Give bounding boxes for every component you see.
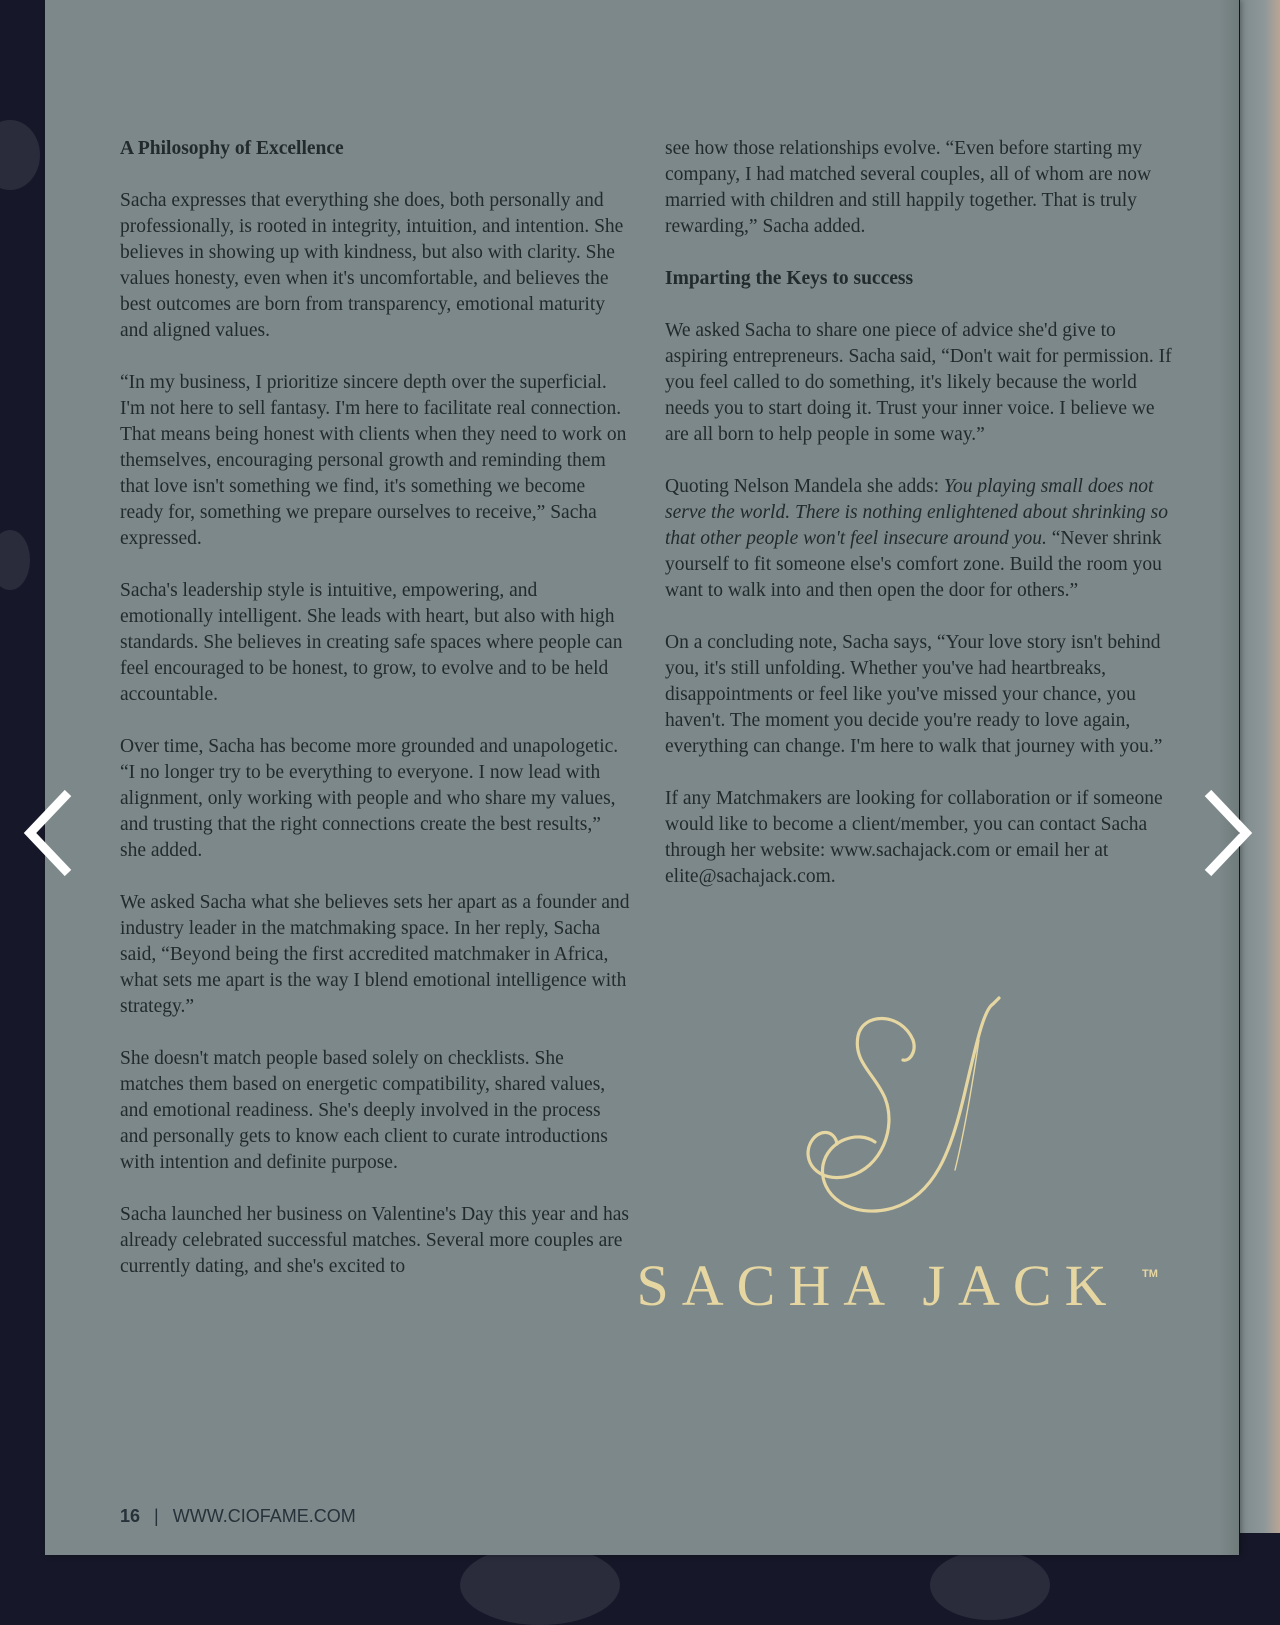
article-paragraph: We asked Sacha to share one piece of advice she'd give to aspiring entrepreneurs. Sacha said, “Don't wait for permission. If you feel called to do something, it's likely because the world needs you to start doing it. Trust your inner voice. I believe we are all born to help people in some way.” <box>665 320 1172 445</box>
page-footer <box>120 1506 356 1527</box>
background-shape <box>0 120 40 190</box>
chevron-left-icon <box>20 785 80 881</box>
page-number: 16 <box>120 1506 141 1526</box>
article-paragraph: If any Matchmakers are looking for collaboration or if someone would like to become a client/member, you can contact Sacha through her website: www.sachajack.com or email her at elite@sachajack.com. <box>665 788 1163 887</box>
article-left-column <box>120 136 630 1306</box>
next-page-button[interactable] <box>1196 785 1256 881</box>
mandela-quote: You playing small does not serve the world. There is nothing enlightened about shrinking so that other people won't feel insecure around you. <box>665 476 1168 549</box>
mandela-tail-text: “Never shrink yourself to fit someone else's comfort zone. Build the room you want to walk into and then open the door for others.” <box>665 528 1162 601</box>
article-paragraph: Sacha launched her business on Valentine's Day this year and has already celebrated successful matches. Several more couples are currently dating, and she's excited to <box>120 1204 629 1277</box>
article-paragraph: Over time, Sacha has become more grounded and unapologetic. “I no longer try to be everything to everyone. I now lead with alignment, only working with people and who share my values, and trusting that the right connections create the best results,” she added. <box>120 736 619 861</box>
article-paragraph: “In my business, I prioritize sincere depth over the superficial. I'm not here to sell fantasy. I'm here to facilitate real connection. That means being honest with clients when they need to work on themselves, encouraging personal growth and reminding them that love isn't something we find, it's something we become ready for, something we prepare ourselves to receive,” Sacha expressed. <box>120 372 627 549</box>
footer-separator: | <box>154 1506 159 1526</box>
trademark-symbol: TM <box>1142 1268 1158 1280</box>
article-paragraph <box>665 474 1175 604</box>
article-right-column <box>665 136 1175 916</box>
article-paragraph: Sacha expresses that everything she does, both personally and professionally, is rooted in integrity, intuition, and intention. She believes in showing up with kindness, but also with clarity. She values honesty, even when it's uncomfortable, and believes the best outcomes are born from transparency, emotional maturity and aligned values. <box>120 190 624 341</box>
background-shape <box>0 530 30 590</box>
previous-page-button[interactable] <box>20 785 80 881</box>
article-paragraph: She doesn't match people based solely on checklists. She matches them based on energetic compatibility, shared values, and emotional readiness. She's deeply involved in the process and personally gets to know each client to curate introductions with intention and definite purpose. <box>120 1048 608 1173</box>
logo-wordmark: SACHA JACK <box>636 1253 1120 1318</box>
sj-monogram <box>613 990 1153 1250</box>
article-paragraph: Sacha's leadership style is intuitive, empowering, and emotionally intelligent. She leads with heart, but also with high standards. She believes in creating safe spaces where people can feel encouraged to be honest, to grow, to evolve and to be held accountable. <box>120 580 623 705</box>
article-paragraph: On a concluding note, Sacha says, “Your love story isn't behind you, it's still unfolding. Whether you've had heartbreaks, disappointments or feel like you've missed your chance, you haven't. The moment you decide you're ready to love again, everything can change. I'm here to walk that journey with you.” <box>665 632 1163 757</box>
background-shape <box>460 1545 620 1625</box>
background-shape <box>930 1550 1050 1620</box>
footer-website: WWW.CIOFAME.COM <box>172 1506 356 1526</box>
section-heading: A Philosophy of Excellence <box>120 138 344 159</box>
chevron-right-icon <box>1196 785 1256 881</box>
adjacent-page-edge <box>1240 0 1280 1533</box>
article-paragraph: We asked Sacha what she believes sets her apart as a founder and industry leader in the matchmaking space. In her reply, Sacha said, “Beyond being the first accredited matchmaker in Africa, what sets me apart is the way I blend emotional intelligence with strategy.” <box>120 892 630 1017</box>
mandela-lead-text: Quoting Nelson Mandela she adds: <box>665 476 944 497</box>
sacha-jack-logo <box>613 990 1153 1330</box>
article-paragraph: see how those relationships evolve. “Even before starting my company, I had matched several couples, all of whom are now married with children and still happily together. That is truly rewarding,” Sacha added. <box>665 138 1152 237</box>
section-heading: Imparting the Keys to success <box>665 268 914 289</box>
